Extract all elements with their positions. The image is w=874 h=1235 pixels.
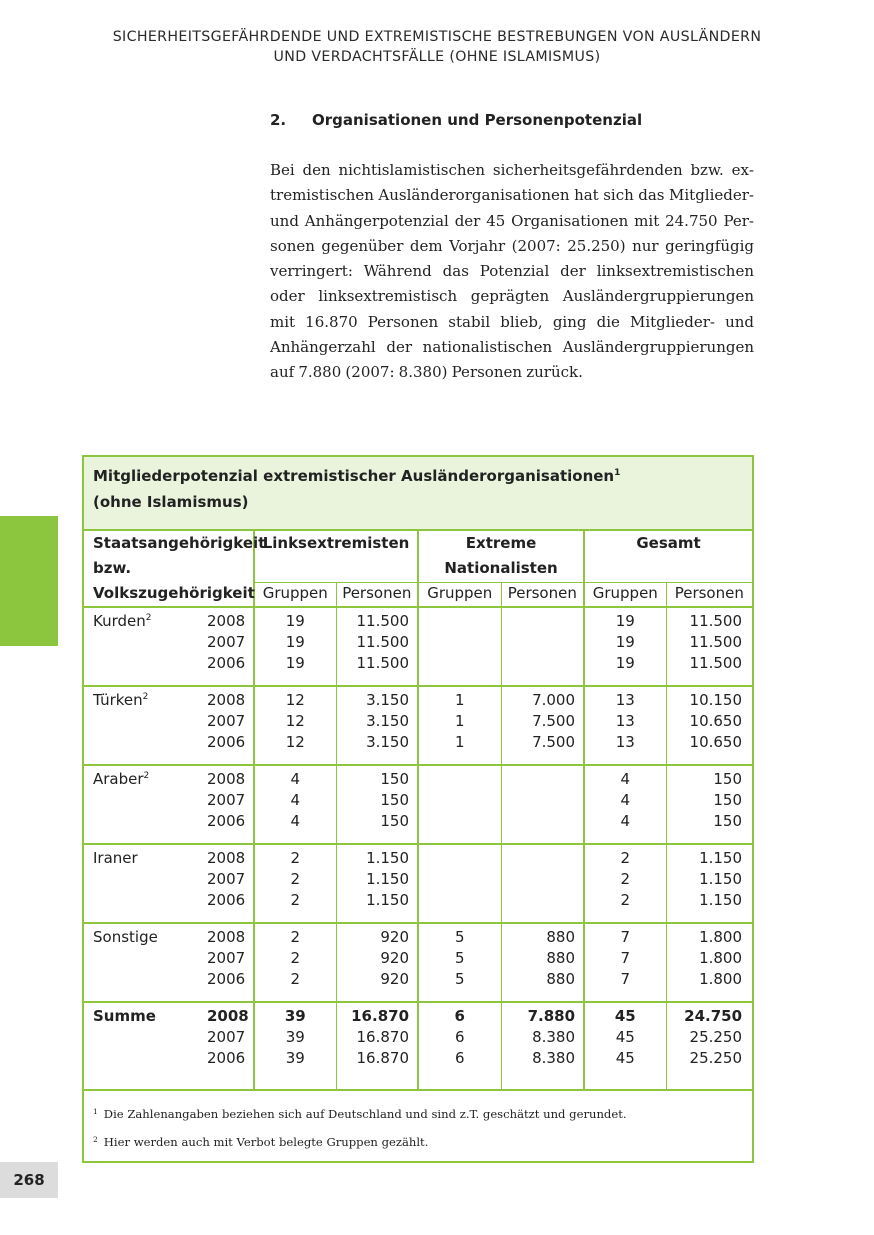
cell-nat-personen: 7.000 7.500 7.500 — [501, 686, 584, 765]
sum-value: 16.870 — [356, 1028, 410, 1046]
table-row — [84, 765, 752, 844]
sub-header-gesamt-gruppen: Gruppen — [584, 583, 666, 607]
sum-value: 6 — [454, 1028, 465, 1046]
sum-value: 25.250 — [689, 1049, 743, 1067]
row-footnote-mark: 2 — [145, 613, 152, 623]
sum-value: 8.380 — [532, 1049, 576, 1067]
row-label-cell — [84, 686, 254, 765]
table-title-line-1: Mitgliederpotenzial extremistischer Ausländerorganisationen — [93, 467, 615, 485]
row-years — [207, 1006, 249, 1069]
row-name: Araber — [93, 770, 144, 788]
running-head-line-2: UND VERDACHTSFÄLLE (OHNE ISLAMISMUS) — [273, 49, 601, 65]
sum-value: 8.380 — [532, 1028, 576, 1046]
table-row — [84, 686, 752, 765]
row-footnote-mark: 2 — [143, 771, 150, 781]
cell-links-gruppen: 19 19 19 — [254, 607, 336, 686]
statistics-table-box — [82, 455, 754, 1163]
sum-year-2006: 2006 — [207, 1049, 246, 1067]
cell-links-gruppen: 4 4 4 — [254, 765, 336, 844]
sum-value: 39 — [285, 1049, 305, 1067]
cell-links-personen: 3.150 3.150 3.150 — [336, 686, 418, 765]
page-number: 268 — [0, 1162, 58, 1198]
row-years: 2008 2007 2006 — [207, 928, 246, 988]
cell-nat-gruppen — [418, 607, 501, 686]
sum-value: 39 — [285, 1028, 305, 1046]
table-title-line-2: (ohne Islamismus) — [93, 493, 249, 511]
sum-value: 25.250 — [689, 1028, 743, 1046]
cell-links-gruppen — [254, 1002, 336, 1090]
cell-links-gruppen: 2 2 2 — [254, 923, 336, 1002]
cell-nat-personen — [501, 1002, 584, 1090]
sum-value: 45 — [615, 1028, 635, 1046]
row-label-cell — [84, 765, 254, 844]
cell-links-personen: 150 150 150 — [336, 765, 418, 844]
section-title: Organisationen und Personenpotenzial — [312, 111, 643, 129]
table-title — [93, 463, 620, 515]
cell-links-gruppen: 2 2 2 — [254, 844, 336, 923]
running-head-line-1: SICHERHEITSGEFÄHRDENDE UND EXTREMISTISCHE BESTREBUNGEN VON AUSLÄNDERN — [112, 29, 762, 45]
cell-gesamt-personen: 10.150 10.650 10.650 — [666, 686, 752, 765]
cell-gesamt-personen: 1.150 1.150 1.150 — [666, 844, 752, 923]
cell-gesamt-personen: 1.800 1.800 1.800 — [666, 923, 752, 1002]
table-row — [84, 923, 752, 1002]
sub-header-links-gruppen: Gruppen — [254, 583, 336, 607]
cell-gesamt-gruppen: 7 7 7 — [584, 923, 666, 1002]
cell-nat-personen — [501, 765, 584, 844]
cell-nat-gruppen: 5 5 5 — [418, 923, 501, 1002]
footnote-text: Hier werden auch mit Verbot belegte Gruppen gezählt. — [103, 1135, 429, 1149]
sum-year-2008: 2008 — [207, 1007, 249, 1025]
cell-nat-gruppen: 1 1 1 — [418, 686, 501, 765]
row-years: 2008 2007 2006 — [207, 770, 246, 830]
table-footnotes — [93, 1100, 627, 1156]
cell-gesamt-personen — [666, 1002, 752, 1090]
row-name: Sonstige — [93, 928, 158, 946]
row-header-line-2: bzw. — [93, 559, 132, 577]
summe-row — [84, 1002, 752, 1090]
row-name: Iraner — [93, 849, 138, 867]
sum-value: 7.880 — [527, 1007, 576, 1025]
membership-table — [84, 531, 752, 1091]
cell-gesamt-gruppen: 19 19 19 — [584, 607, 666, 686]
cell-nat-gruppen — [418, 1002, 501, 1090]
cell-gesamt-gruppen: 4 4 4 — [584, 765, 666, 844]
cell-links-gruppen: 12 12 12 — [254, 686, 336, 765]
col-group-gesamt: Gesamt — [584, 531, 752, 583]
col-group-nat-line-2: Nationalisten — [444, 559, 558, 577]
sum-year-2007: 2007 — [207, 1028, 246, 1046]
col-group-nat-line-1: Extreme — [465, 534, 537, 552]
row-name: Kurden — [93, 612, 146, 630]
cell-nat-gruppen — [418, 844, 501, 923]
sum-value: 16.870 — [356, 1049, 410, 1067]
sum-value: 6 — [454, 1007, 465, 1025]
footnote-text: Die Zahlenangaben beziehen sich auf Deutschland und sind z.T. geschätzt und gerundet. — [103, 1107, 627, 1121]
row-years: 2008 2007 2006 — [207, 691, 246, 751]
sub-header-links-personen: Personen — [336, 583, 418, 607]
row-header-cell — [84, 531, 266, 607]
cell-links-personen — [336, 1002, 418, 1090]
table-title-footnote-mark: 1 — [614, 468, 621, 478]
footnote-2 — [93, 1128, 627, 1156]
cell-nat-personen: 880 880 880 — [501, 923, 584, 1002]
section-number: 2. — [270, 111, 287, 129]
sum-value: 39 — [284, 1007, 306, 1025]
cell-links-personen: 920 920 920 — [336, 923, 418, 1002]
sum-value: 45 — [614, 1007, 636, 1025]
row-header-line-1: Staatsangehörigkeit — [93, 534, 266, 552]
row-label-cell — [84, 844, 254, 923]
cell-nat-personen — [501, 607, 584, 686]
footnote-1 — [93, 1100, 627, 1128]
section-heading — [270, 111, 642, 129]
row-name: Türken — [93, 691, 143, 709]
cell-nat-personen — [501, 844, 584, 923]
table-header-group-row — [84, 531, 752, 583]
sum-value: 24.750 — [684, 1007, 743, 1025]
footnote-mark: 1 — [93, 1107, 98, 1116]
cell-gesamt-gruppen: 2 2 2 — [584, 844, 666, 923]
col-group-linksextremisten: Linksextremisten — [254, 531, 418, 583]
cell-gesamt-gruppen — [584, 1002, 666, 1090]
chapter-side-tab — [0, 516, 58, 646]
table-row — [84, 607, 752, 686]
cell-gesamt-gruppen: 13 13 13 — [584, 686, 666, 765]
cell-gesamt-personen: 150 150 150 — [666, 765, 752, 844]
row-label-cell — [84, 607, 254, 686]
row-label-cell — [84, 1002, 254, 1090]
row-years: 2008 2007 2006 — [207, 612, 246, 672]
sub-header-gesamt-personen: Personen — [674, 584, 744, 603]
cell-links-personen: 1.150 1.150 1.150 — [336, 844, 418, 923]
sum-value: 45 — [615, 1049, 635, 1067]
running-head — [60, 27, 814, 67]
sum-value: 6 — [454, 1049, 465, 1067]
cell-gesamt-personen: 11.500 11.500 11.500 — [666, 607, 752, 686]
col-group-extreme-nationalisten — [418, 531, 584, 583]
footnote-mark: 2 — [93, 1135, 98, 1144]
cell-links-personen: 11.500 11.500 11.500 — [336, 607, 418, 686]
body-paragraph: Bei den nichtislamistischen sicherheitsgefährdenden bzw. extremistischen Ausländerorganisationen hat sich das Mitglieder- und Anhängerpotenzial der 45 Organisationen mit 24.750 Personen gegenüber dem Vorjahr (2007: 25.250) nur geringfügig verringert: Während das Potenzial der linksextremistischen oder linksextremistisch geprägten Ausländergruppierungen mit 16.870 Personen stabil blieb, ging die Mitglieder- und Anhängerzahl der nationalistischen Ausländergruppierungen auf 7.880 (2007: 8.380) Personen zurück. — [270, 161, 754, 382]
table-row — [84, 844, 752, 923]
cell-nat-gruppen — [418, 765, 501, 844]
sum-value: 16.870 — [351, 1007, 410, 1025]
table-title-band — [84, 457, 752, 531]
sub-header-nat-gruppen: Gruppen — [418, 583, 501, 607]
row-header-line-3: Volkszugehörigkeit — [93, 584, 255, 602]
row-footnote-mark: 2 — [142, 692, 149, 702]
row-years: 2008 2007 2006 — [207, 849, 246, 909]
sub-header-nat-personen: Personen — [501, 583, 584, 607]
row-name: Summe — [93, 1007, 156, 1025]
row-label-cell — [84, 923, 254, 1002]
